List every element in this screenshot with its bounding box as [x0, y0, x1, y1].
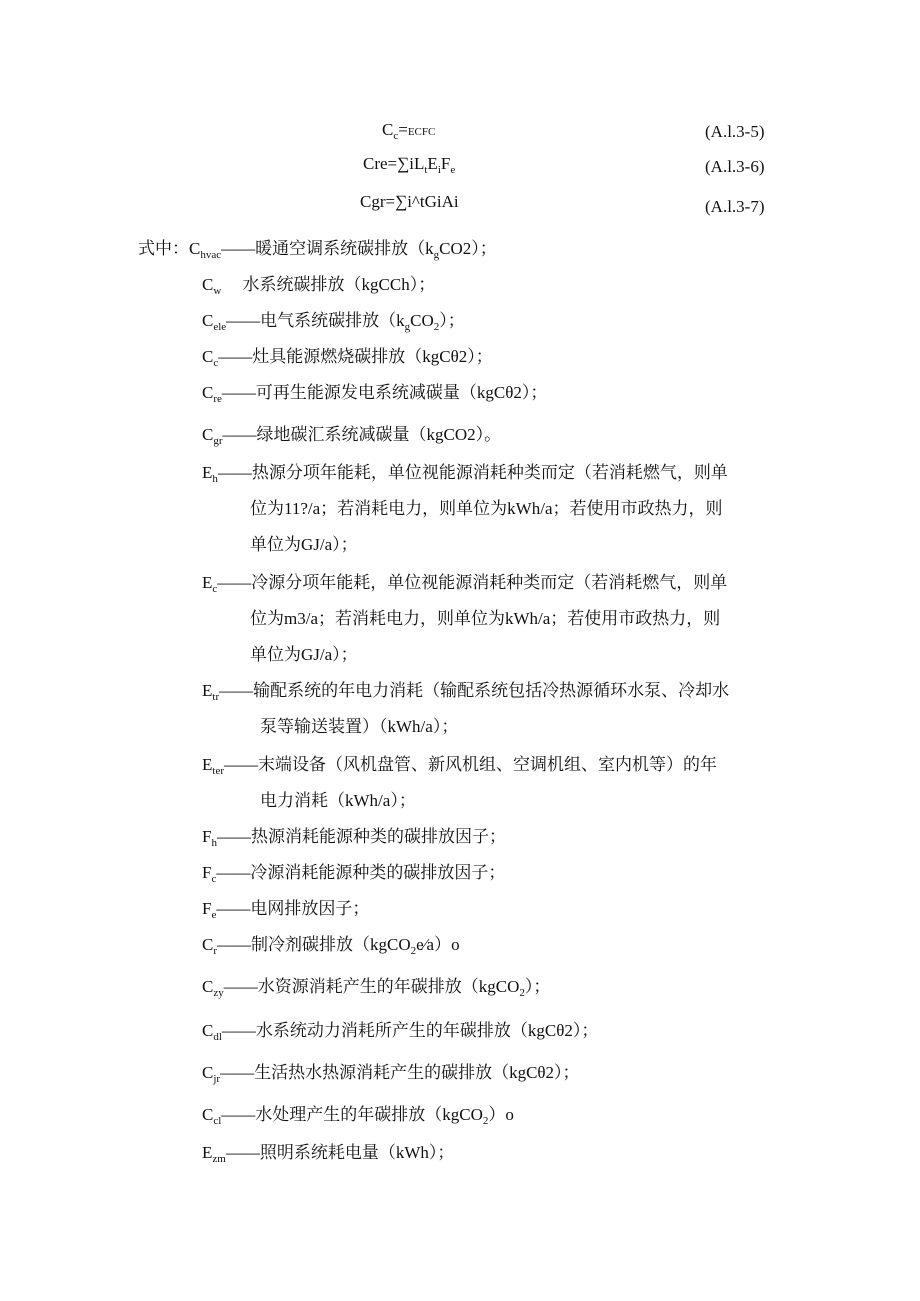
equation-a137: Cgr=∑i^tGiAi: [360, 192, 459, 211]
definition-continuation: 位为m3/a；若消耗电力，则单位为kWh/a；若使用市政热力，则: [250, 609, 721, 628]
definition-continuation: 单位为GJ/a）；: [250, 645, 358, 664]
definition-item: $C_{jr}——$生活热水热源消耗产生的碳排放（kgCθ2）；: [202, 1063, 580, 1085]
definition-item: $C_{ele}——$电气系统碳排放$(k_gCO_2)$；: [202, 311, 465, 333]
definition-item: $E_c——$冷源分项年能耗，单位视能源消耗种类而定（若消耗燃气，则单: [202, 573, 728, 595]
equation-a136: $Cre=\sum iL_tE_iF_e$: [363, 154, 456, 176]
definition-item: $E_{zm}——$照明系统耗电量（kWh）；: [202, 1143, 455, 1165]
lead-label: 式中：: [138, 239, 189, 258]
equation-number: (A.l.3-5): [705, 122, 765, 141]
definition-item: $F_c——$冷源消耗能源种类的碳排放因子；: [202, 863, 506, 885]
definition-item: $C_{zy}——$水资源消耗产生的年碳排放（kgCO$_2$）；: [202, 977, 551, 999]
definition-continuation: 单位为GJ/a）；: [250, 535, 358, 554]
definition-item: $C_r——$制冷剂碳排放（kgCO$_2$e⁄a）o: [202, 935, 460, 957]
equation-a135: $C_c=ECFC$: [382, 120, 436, 142]
definition-item: $C_c——$灶具能源燃烧碳排放（kgCθ2）；: [202, 347, 493, 369]
definition-continuation: 位为11?/a；若消耗电力，则单位为kWh/a；若使用市政热力，则: [250, 499, 723, 518]
definition-item: $F_h——$热源消耗能源种类的碳排放因子；: [202, 827, 506, 849]
definition-item: $E_h——$热源分项年能耗，单位视能源消耗种类而定（若消耗燃气，则单: [202, 463, 728, 485]
definition-item: $C_w$ 水系统碳排放（kgCCh）；: [202, 275, 436, 297]
definition-continuation: 泵等输送装置）（kWh/a）；: [260, 717, 459, 736]
definition-item: $E_{tr}——$输配系统的年电力消耗（输配系统包括冷热源循环水泵、冷却水: [202, 681, 730, 703]
definition-item: $C_{cl}——$水处理产生的年碳排放（kgCO$_2$）o: [202, 1105, 514, 1127]
definition-item: $C_{re}——$可再生能源发电系统减碳量（kgCθ2）；: [202, 383, 548, 405]
definition-item: 式中：$C_{hvac}——$暖通空调系统碳排放$(k_gCO2)$；: [138, 239, 497, 261]
definition-item: $C_{gr}——$绿地碳汇系统减碳量（kgCO2）。: [202, 425, 502, 447]
definition-item: $C_{dl}——$水系统动力消耗所产生的年碳排放（kgCθ2）；: [202, 1021, 599, 1043]
definition-continuation: 电力消耗（kWh/a）；: [260, 791, 416, 810]
definition-item: $F_e——$电网排放因子；: [202, 899, 370, 921]
definition-item: $E_{ter}——$末端设备（风机盘管、新风机组、空调机组、室内机等）的年: [202, 755, 717, 777]
equation-number: (A.l.3-7): [705, 197, 765, 216]
equation-number: (A.l.3-6): [705, 157, 765, 176]
